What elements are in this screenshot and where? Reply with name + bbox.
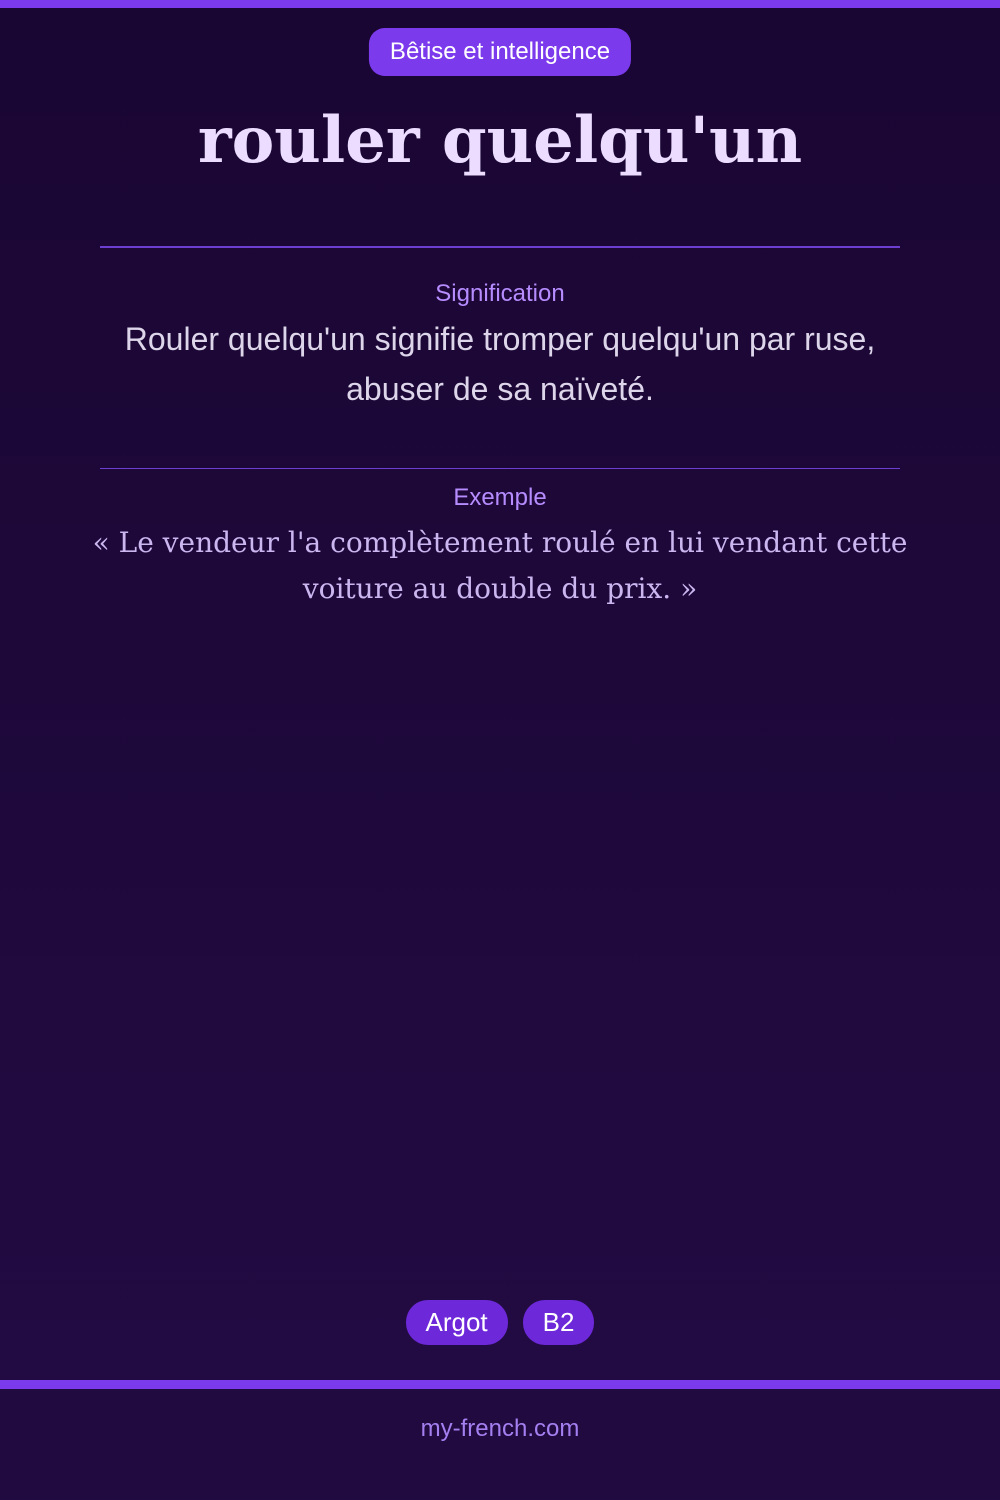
- example-text: « Le vendeur l'a complètement roulé en lui vendant cette voiture au double du prix. »: [92, 526, 908, 605]
- bottom-accent-bar: [0, 1380, 1000, 1389]
- expression-title: rouler quelqu'un: [197, 103, 803, 178]
- tag-level[interactable]: B2: [523, 1300, 595, 1345]
- example-label: Exemple: [453, 484, 547, 511]
- top-accent-bar: [0, 0, 1000, 8]
- tag-register[interactable]: Argot: [406, 1300, 508, 1345]
- divider-top: [100, 246, 900, 248]
- expression-card: [0, 8, 1000, 1380]
- meaning-label: Signification: [435, 280, 565, 307]
- footer-site-link[interactable]: my-french.com: [420, 1415, 580, 1442]
- category-badge[interactable]: Bêtise et intelligence: [369, 28, 631, 76]
- divider-middle: [100, 468, 900, 469]
- footer: [0, 1389, 1000, 1500]
- meaning-text: Rouler quelqu'un signifie tromper quelqu'un par ruse, abuser de sa naïveté.: [124, 321, 876, 407]
- tag-list: [0, 1300, 1000, 1345]
